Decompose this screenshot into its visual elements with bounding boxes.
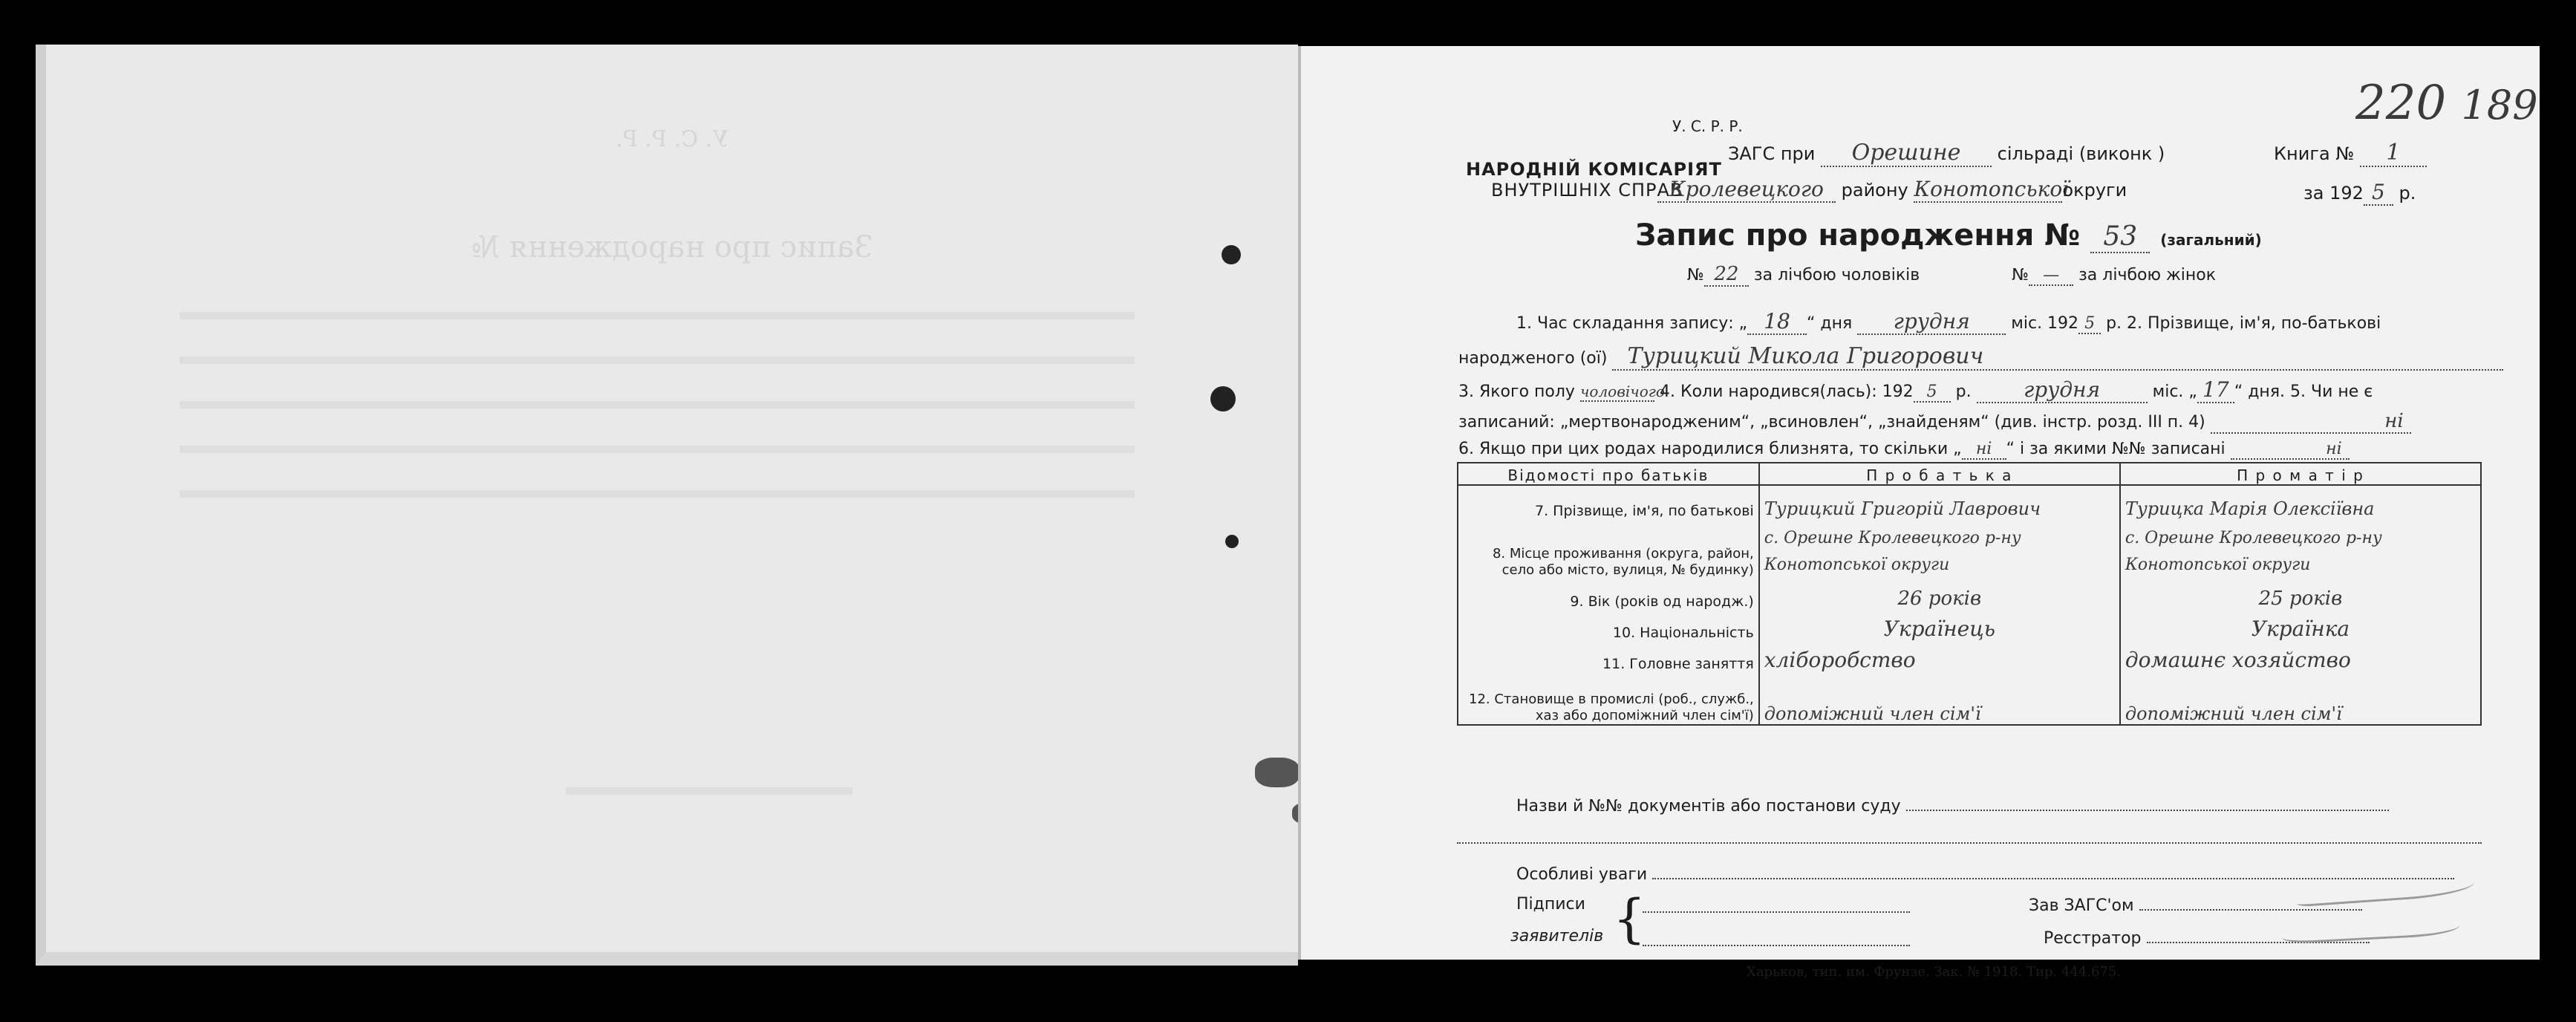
year-line <box>2303 180 2416 206</box>
row-label: 8. Місце проживання (округа, район, село або місто, вулиця, № будинку) <box>1458 519 1759 579</box>
documents-line <box>1516 795 2389 816</box>
row-label: 9. Вік (років од народж.) <box>1458 579 1759 610</box>
table-row <box>1458 641 2481 672</box>
bleed-through-text: Запис про народження № <box>471 230 873 264</box>
record-title-text: Запис про народження № <box>1635 218 2081 253</box>
table-row <box>1458 610 2481 641</box>
book-label: Книга № <box>2274 143 2355 164</box>
mother-cell: с. Орешне Кролевецкого р-ну Конотопської округи <box>2120 519 2481 579</box>
record-day: 18 <box>1747 309 1807 335</box>
table-row <box>1458 579 2481 610</box>
corner-number-2: 189 <box>2461 82 2538 128</box>
corner-number-1: 220 <box>2355 76 2447 131</box>
record-number: 53 <box>2090 221 2150 253</box>
zags-line <box>1728 140 2165 167</box>
female-number: — <box>2029 266 2073 286</box>
mother-cell: допоміжний член сім'ї <box>2120 672 2481 725</box>
father-cell: с. Орешне Кролевецкого р-ну Конотопської округи <box>1759 519 2120 579</box>
zags-suffix: сільраді (виконк ) <box>1997 143 2165 164</box>
father-cell: допоміжний член сім'ї <box>1759 672 2120 725</box>
line-1: 1. Час складання запису: „ 18 “ дня грудня міс. 192 5 р. 2. Прізвище, ім'я, по-батькові <box>1516 309 2381 333</box>
mother-cell: Українка <box>2120 610 2481 641</box>
documents-label: Назви й №№ документів або постанови суду <box>1516 797 1901 816</box>
column-header: П р о б а т ь к а <box>1759 463 2120 485</box>
twins-count: ні <box>1962 440 2006 460</box>
mother-cell: домашнє хозяйство <box>2120 641 2481 672</box>
column-header: П р о м а т і р <box>2120 463 2481 485</box>
year-prefix: за 192 <box>2303 183 2364 204</box>
okruha-label: округи <box>2062 180 2127 201</box>
notes-label: Особливі уваги <box>1516 865 1648 884</box>
book-line <box>2274 140 2427 167</box>
line-2: народженого (ої) Турицкий Микола Григорович <box>1458 343 2503 371</box>
female-prefix: № <box>2012 266 2029 284</box>
birth-month: грудня <box>1977 377 2148 403</box>
row-label: 7. Прізвище, ім'я, по батькові <box>1458 485 1759 519</box>
row-label: 10. Національність <box>1458 610 1759 641</box>
table-row <box>1458 672 2481 725</box>
table-row <box>1458 485 2481 519</box>
line-3: 3. Якого полу чоловічого 4. Коли народився(лась): 192 5 р. грудня міс. „ 17 “ дня. 5. Чи не є <box>1458 377 2373 402</box>
brace: { <box>1613 888 1646 949</box>
applicants-label: заявителів <box>1510 927 1604 945</box>
column-header: Відомості про батьків <box>1458 463 1759 485</box>
birth-year: 5 <box>1914 383 1951 403</box>
child-name: Турицкий Микола Григорович <box>1612 343 2503 371</box>
signatures-label: Підписи <box>1516 895 1585 914</box>
head-label: Зав ЗАГС'ом <box>2029 896 2134 915</box>
father-cell: 26 років <box>1759 579 2120 610</box>
ussr-label: У. С. Р. Р. <box>1672 117 1743 135</box>
year-value: 5 <box>2364 180 2393 206</box>
female-label: за лічбою жінок <box>2078 266 2217 284</box>
male-number: 22 <box>1704 263 1749 287</box>
district-line <box>1657 177 2127 203</box>
binding-hole <box>1255 758 1300 787</box>
status-value: ні <box>2211 410 2411 434</box>
book-value: 1 <box>2360 140 2427 167</box>
year-suffix: р. <box>2399 183 2416 204</box>
line-4: записаний: „мертвонародженим“, „всиновлен“, „знайденям“ (див. інстр. розд. III п. 4) ні <box>1458 410 2411 434</box>
binding-hole <box>1210 386 1236 411</box>
binding-hole <box>1222 245 1241 264</box>
ministry-line-2: ВНУТРІШНІХ СПРАВ <box>1491 180 1683 201</box>
ministry-line-1: НАРОДНІЙ КОМІСАРІЯТ <box>1466 159 1722 180</box>
line-5: 6. Якщо при цих родах народилися близнята, то скільки „ ні “ і за якими №№ записані ні <box>1458 440 2350 460</box>
father-cell: Українець <box>1759 610 2120 641</box>
printer-imprint: Харьков, тип. им. Фрунзе. Зак. № 1918. Тир. 444.675. <box>1747 964 2122 980</box>
registrar-label: Ресстратор <box>2044 929 2142 948</box>
father-cell: хліборобство <box>1759 641 2120 672</box>
table-header-row <box>1458 463 2481 485</box>
corner-number <box>2355 76 2538 131</box>
okruha-value: Конотопської <box>1914 177 2070 201</box>
parents-table <box>1457 462 2482 726</box>
left-page <box>36 45 1298 966</box>
record-month: грудня <box>1857 309 2006 335</box>
row-label: 12. Становище в промислі (роб., служб., хаз або допоміжний член сім'ї) <box>1458 672 1759 725</box>
binding-hole <box>1225 535 1239 548</box>
bleed-through-text: У. С. Р. Р. <box>616 126 728 152</box>
twins-records: ні <box>2231 440 2350 460</box>
mother-cell: Турицка Марія Олексіївна <box>2120 485 2481 519</box>
mother-cell: 25 років <box>2120 579 2481 610</box>
table-row <box>1458 519 2481 579</box>
district-value: Кролевецкого <box>1657 177 1836 203</box>
father-cell: Турицкий Григорій Лаврович <box>1759 485 2120 519</box>
birth-record-form <box>1298 46 2540 980</box>
record-general: (загальний) <box>2160 231 2262 249</box>
row-label: 11. Головне заняття <box>1458 641 1759 672</box>
record-title <box>1635 218 2262 253</box>
record-year: 5 <box>2078 314 2101 334</box>
birth-day: 17 <box>2197 377 2234 403</box>
child-sex: чоловічого <box>1579 383 1665 400</box>
zags-village: Орешине <box>1821 140 1992 167</box>
district-label: району <box>1841 180 1908 201</box>
male-label: за лічбою чоловіків <box>1753 266 1920 284</box>
count-line: № 22 за лічбою чоловіків № — за лічбою жінок <box>1687 263 2217 285</box>
zags-prefix: ЗАГС при <box>1728 143 1816 164</box>
